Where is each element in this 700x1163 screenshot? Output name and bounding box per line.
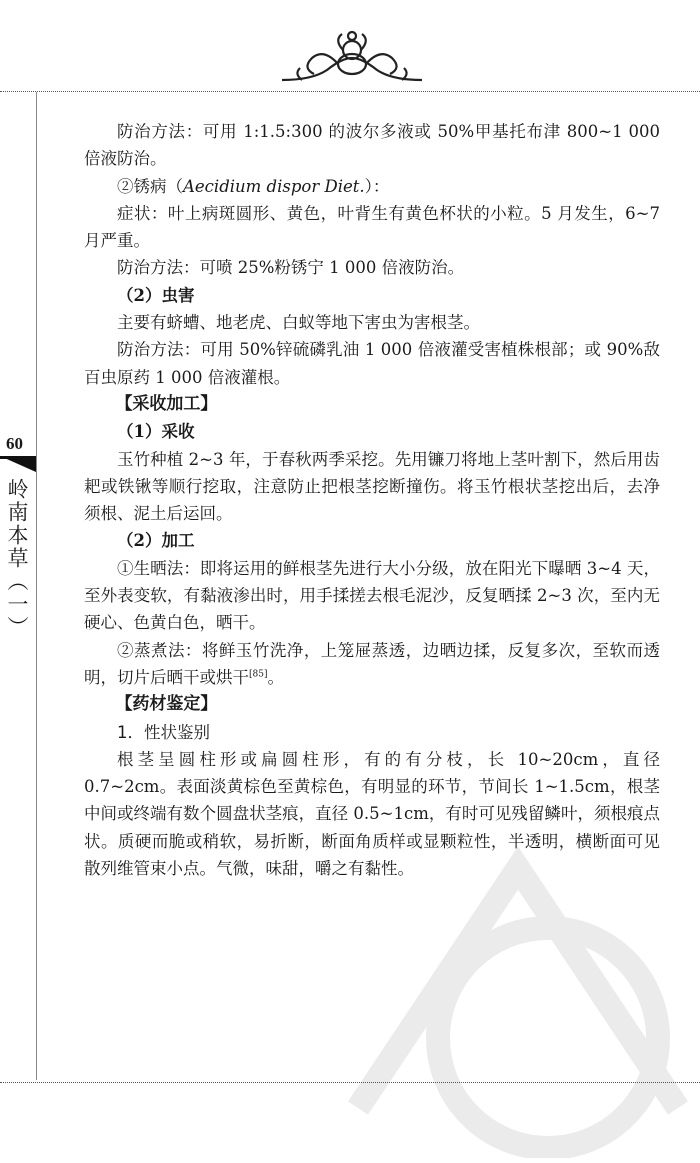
paragraph: 玉竹种植 2~3 年，于春秋两季采挖。先用镰刀将地上茎叶割下，然后用齿耙或铁锹等顺行挖取，注意防止把根茎挖断撞伤。将玉竹根状茎挖出后，去净须根、泥土后运回。 [84, 449, 660, 524]
paragraph: 防治方法：可用 1:1.5:300 的波尔多液或 50%甲基托布津 800~1 000 倍液防治。 [84, 122, 660, 169]
paragraph: 防治方法：可喷 25%粉锈宁 1 000 倍液防治。 [117, 258, 465, 278]
paragraph: 症状：叶上病斑圆形、黄色，叶背生有黄色杯状的小粒。5 月发生，6~7 月严重。 [84, 203, 660, 251]
section-heading: 【采收加工】 [115, 393, 218, 414]
paragraph: 防治方法：可用 50%锌硫磷乳油 1 000 倍液灌受害植株根部；或 90%敌百虫原药 1 000 倍液灌根。 [84, 340, 660, 387]
subheading: 1．性状鉴别 [117, 722, 210, 742]
paragraph: ②蒸煮法：将鲜玉竹洗净，上笼屉蒸透，边晒边揉，反复多次，至软而透明，切片后晒干或烘干[85]。 [84, 640, 660, 687]
subheading: （2）虫害 [117, 285, 195, 305]
header-ornament-icon [272, 28, 432, 90]
running-title: 岭南本草（一） [5, 478, 29, 639]
page-body [84, 118, 660, 882]
margin-rule [36, 92, 37, 1080]
subheading: （2）加工 [117, 531, 195, 551]
footer-rule [0, 1082, 700, 1083]
section-heading: 【药材鉴定】 [115, 694, 218, 715]
subheading: （1）采收 [117, 422, 195, 442]
paragraph: 主要有蛴螬、地老虎、白蚁等地下害虫为害根茎。 [117, 313, 480, 333]
paragraph: 根茎呈圆柱形或扁圆柱形，有的有分枝，长 10~20cm，直径 0.7~2cm。表面淡黄棕色至黄棕色，有明显的环节，节间长 1~1.5cm，根茎中间或终端有数个圆盘状茎痕，直径 0.5~1cm，有时可见残留鳞叶，须根痕点状。质硬而脆或稍软，易折断，断面角质样或显颗粒性，半透明，横断面可见散列维管束小点。气微，味甜，嚼之有黏性。 [84, 749, 660, 879]
paragraph: ②锈病（Aecidium dispor Diet.）： [117, 176, 390, 196]
latin-name: Aecidium dispor Diet. [183, 176, 365, 196]
paragraph: ①生晒法：即将运用的鲜根茎先进行大小分级，放在阳光下曝晒 3~4 天，至外表变软，有黏液渗出时，用手揉搓去根毛泥沙，反复晒揉 2~3 次，至内无硬心、色黄白色，晒干。 [84, 558, 660, 633]
page-number: 60 [6, 434, 23, 453]
watermark-seal-icon [318, 808, 698, 1158]
reference-marker: [85] [249, 669, 268, 680]
chapter-tab-marker [0, 456, 36, 472]
header-rule [0, 91, 700, 92]
